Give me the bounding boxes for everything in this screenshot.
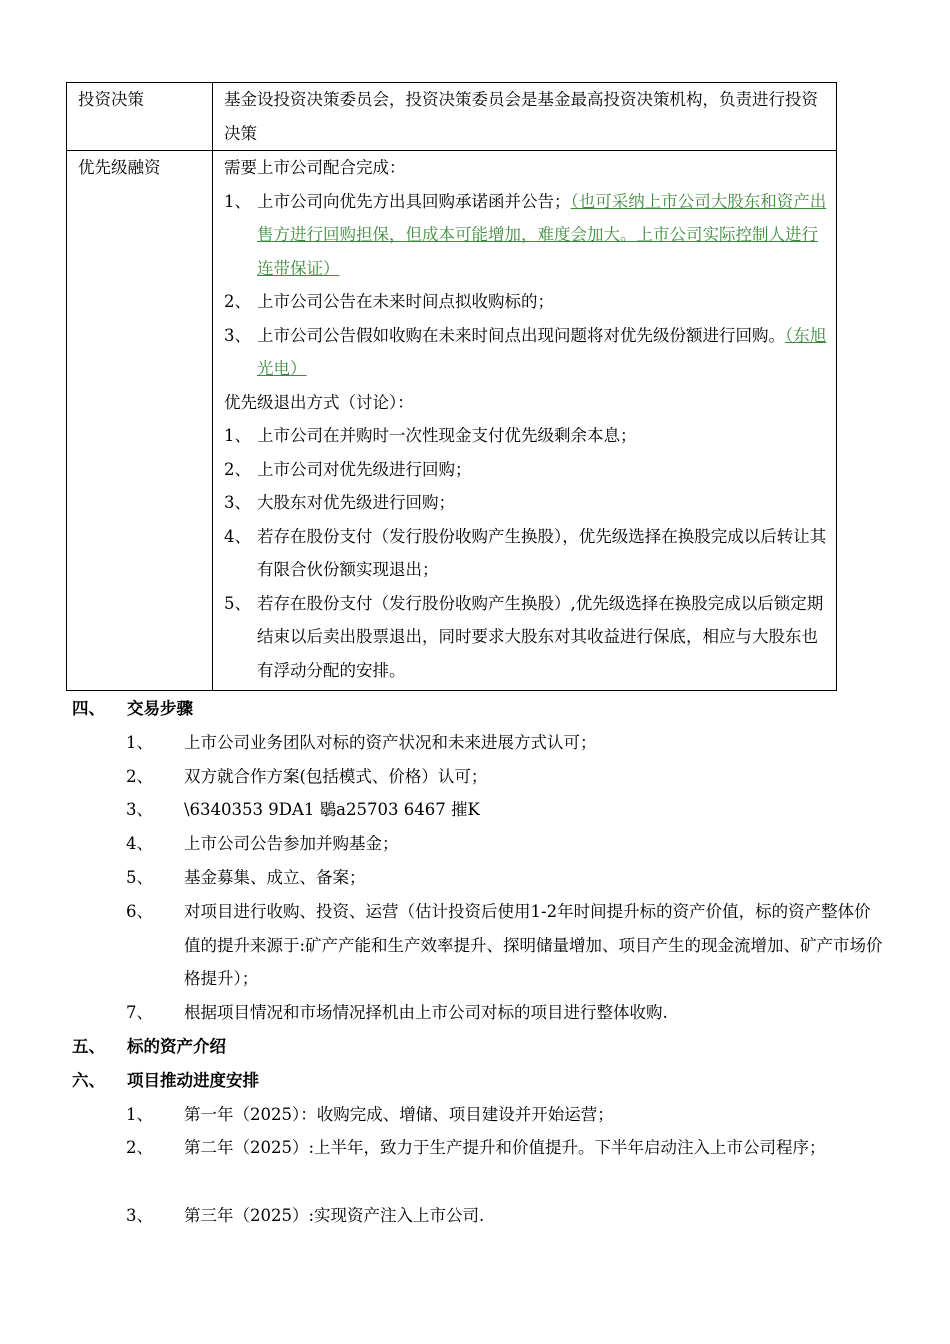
section-title: 交易步骤 <box>127 699 193 718</box>
step-number: 4、 <box>126 834 153 853</box>
item-text: 若存在股份支付（发行股份收购产生换股），优先级选择在换股完成以后转让其有限合伙份额实现退出； <box>257 526 827 579</box>
item-number: 1、 <box>224 426 251 445</box>
table-row <box>67 83 837 151</box>
item-note: （东旭光电） <box>257 325 827 378</box>
item-text: 若存在股份支付（发行股份收购产生换股）,优先级选择在换股完成以后锁定期结束以后卖出股票退出，同时要求大股东对其收益进行保底，相应与大股东也有浮动分配的安排。 <box>257 593 824 680</box>
row-label: 投资决策 <box>67 83 213 151</box>
section-number: 六、 <box>72 1071 105 1090</box>
step-number: 1、 <box>126 733 153 752</box>
list-item <box>126 861 886 895</box>
step-text: 根据项目情况和市场情况择机由上市公司对标的项目进行整体收购. <box>184 1003 668 1022</box>
step-number: 2、 <box>126 767 153 786</box>
list-item <box>126 793 886 827</box>
step-number: 5、 <box>126 868 153 887</box>
fund-terms-table <box>66 82 837 691</box>
item-note: （也可采纳上市公司大股东和资产出售方进行回购担保，但成本可能增加，难度会加大。上市公司实际控制人进行连带保证） <box>257 191 827 278</box>
item-number: 2、 <box>224 292 251 311</box>
section-heading <box>72 1064 259 1098</box>
list-item <box>224 319 828 386</box>
item-number: 5、 <box>224 593 251 613</box>
step-text: 对项目进行收购、投资、运营（估计投资后使用1-2年时间提升标的资产价值，标的资产整体价值的提升来源于:矿产产能和生产效率提升、探明储量增加、项目产生的现金流增加、矿产市场价格提升）； <box>184 902 883 988</box>
list-item <box>126 726 886 760</box>
row-content <box>213 151 837 691</box>
step-text: \6340353 9DA1 鶡a25703 6467 摧K <box>184 800 480 819</box>
step-text: 上市公司公告参加并购基金； <box>184 834 399 853</box>
list-item <box>126 1131 886 1165</box>
item-number: 2、 <box>224 459 251 479</box>
item-number: 3、 <box>224 325 251 345</box>
item-text: 大股东对优先级进行回购； <box>257 493 455 512</box>
exit-title: 优先级退出方式（讨论）： <box>224 392 414 412</box>
list-item <box>224 419 828 453</box>
item-text: 上市公司在并购时一次性现金支付优先级剩余本息； <box>257 426 637 445</box>
list-item <box>126 827 886 861</box>
list-item <box>224 486 828 520</box>
section-title: 标的资产介绍 <box>127 1037 226 1056</box>
list-item <box>224 587 828 688</box>
step-number: 3、 <box>126 1206 153 1225</box>
list-item <box>224 285 828 319</box>
table-row <box>67 151 837 691</box>
list-item <box>126 895 886 996</box>
row-content: 基金设投资决策委员会，投资决策委员会是基金最高投资决策机构，负责进行投资决策 <box>213 83 837 151</box>
item-text: 上市公司公告在未来时间点拟收购标的； <box>257 292 554 311</box>
section-number: 四、 <box>72 699 105 718</box>
list-item <box>126 760 886 794</box>
item-number: 3、 <box>224 493 251 512</box>
section-number: 五、 <box>72 1037 105 1056</box>
step-number: 2、 <box>126 1138 153 1157</box>
section-heading <box>72 692 193 726</box>
item-text: 上市公司向优先方出具回购承诺函并公告； <box>257 191 571 211</box>
priority-intro: 需要上市公司配合完成： <box>224 158 406 177</box>
step-number: 1、 <box>126 1105 153 1124</box>
step-number: 3、 <box>126 800 153 819</box>
step-number: 7、 <box>126 1003 153 1022</box>
step-text: 双方就合作方案(包括模式、价格）认可； <box>184 767 488 786</box>
step-text: 第二年（2025）:上半年，致力于生产提升和价值提升。下半年启动注入上市公司程序； <box>184 1138 826 1157</box>
list-item <box>224 453 828 487</box>
list-item <box>224 520 828 587</box>
list-item <box>126 1199 886 1233</box>
list-item <box>224 185 828 286</box>
item-text: 上市公司对优先级进行回购； <box>257 459 472 479</box>
step-text: 上市公司业务团队对标的资产状况和未来进展方式认可； <box>184 733 597 752</box>
list-item <box>126 1098 886 1132</box>
section-title: 项目推动进度安排 <box>127 1071 259 1090</box>
section-heading <box>72 1030 226 1064</box>
item-text: 上市公司公告假如收购在未来时间点出现问题将对优先级份额进行回购。 <box>257 325 785 345</box>
step-number: 6、 <box>126 902 153 921</box>
item-number: 4、 <box>224 526 251 546</box>
list-item <box>126 996 886 1030</box>
item-number: 1、 <box>224 191 251 211</box>
step-text: 基金募集、成立、备案； <box>184 868 366 887</box>
step-text: 第三年（2025）:实现资产注入上市公司. <box>184 1206 485 1225</box>
step-text: 第一年（2025）：收购完成、增储、项目建设并开始运营； <box>184 1105 614 1124</box>
row-label: 优先级融资 <box>67 151 213 691</box>
